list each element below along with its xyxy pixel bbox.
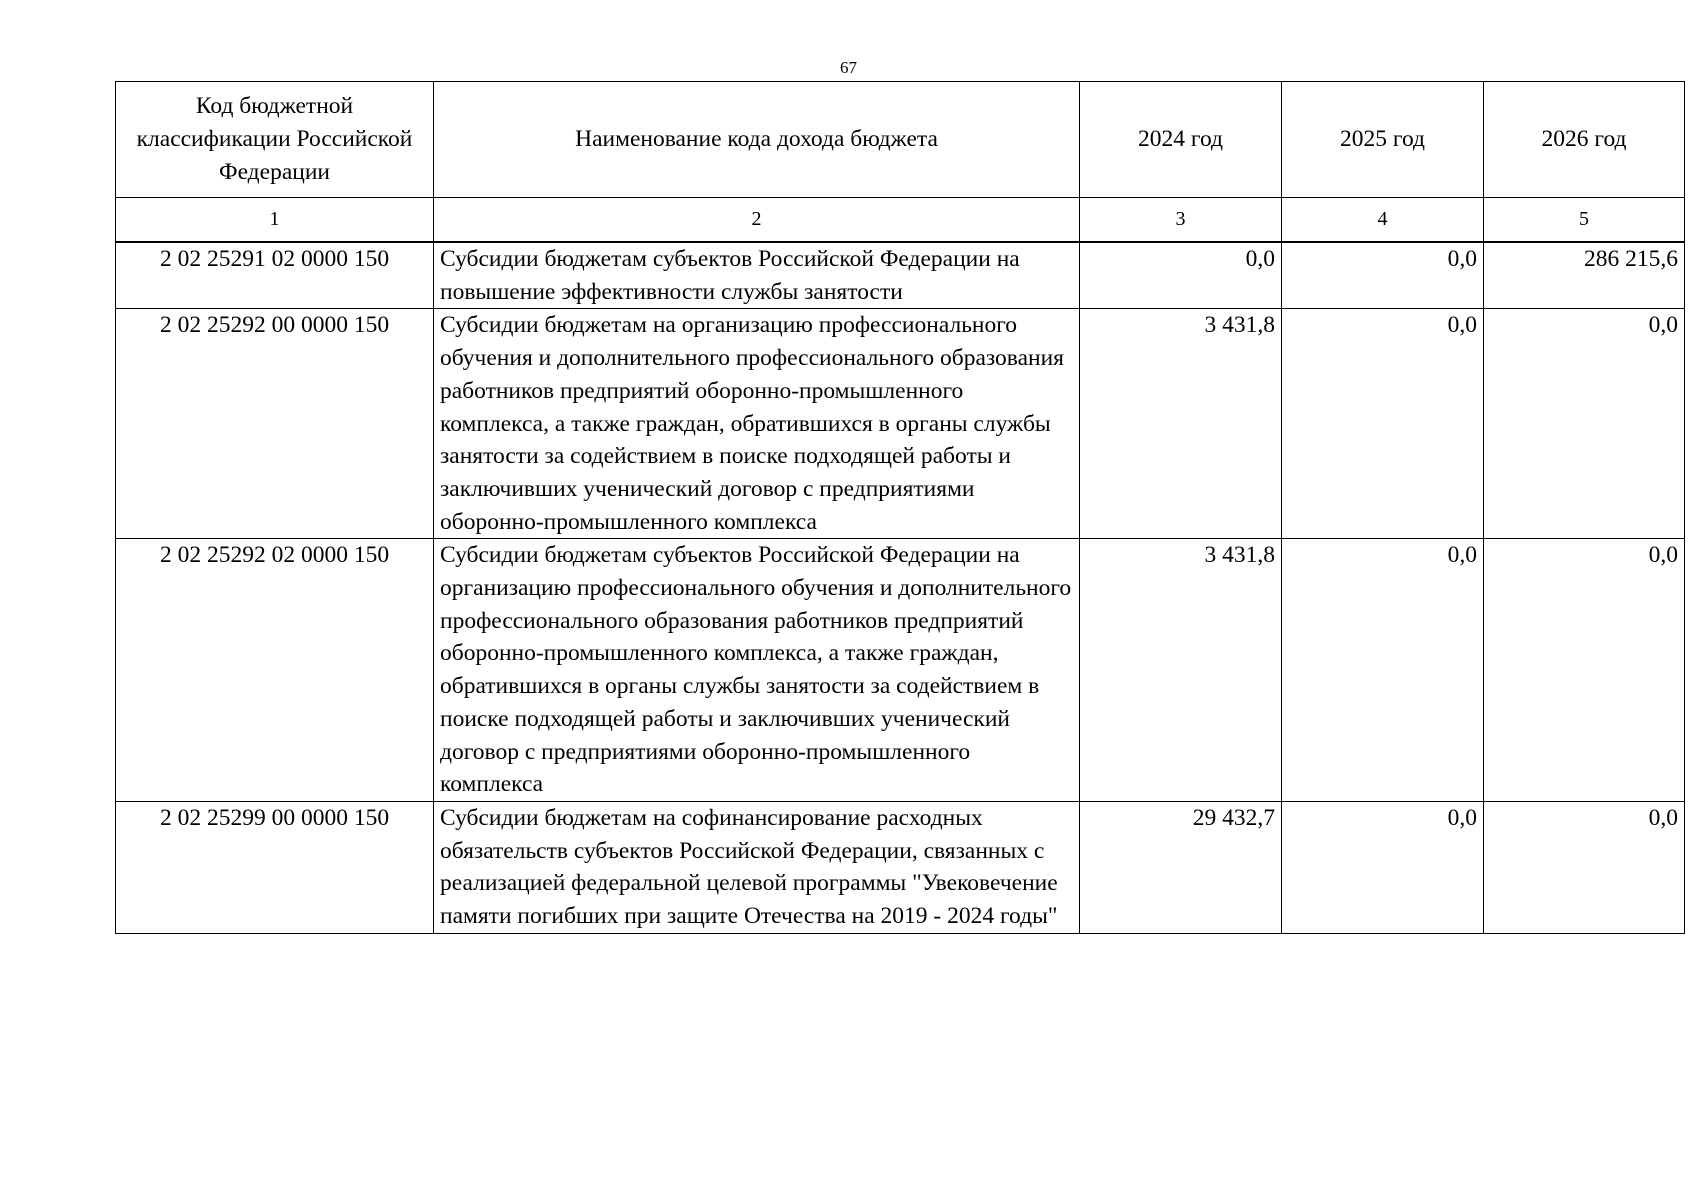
column-number: 5: [1484, 198, 1685, 243]
header-2025: 2025 год: [1282, 82, 1484, 198]
row-value-2025: 0,0: [1282, 801, 1484, 933]
header-2024: 2024 год: [1080, 82, 1282, 198]
row-value-2026: 0,0: [1484, 539, 1685, 802]
row-value-2026: 0,0: [1484, 801, 1685, 933]
table-row: [116, 801, 1685, 933]
row-value-2024: 3 431,8: [1080, 309, 1282, 539]
row-code: 2 02 25299 00 0000 150: [116, 801, 434, 933]
table-header-row: [116, 82, 1685, 198]
column-number: 1: [116, 198, 434, 243]
page-number: 67: [840, 58, 857, 77]
row-value-2024: 3 431,8: [1080, 539, 1282, 802]
row-value-2024: 0,0: [1080, 242, 1282, 309]
header-2026: 2026 год: [1484, 82, 1685, 198]
column-number: 2: [434, 198, 1080, 243]
column-number: 4: [1282, 198, 1484, 243]
row-value-2025: 0,0: [1282, 242, 1484, 309]
row-name: Субсидии бюджетам на организацию профессионального обучения и дополнительного профессионального образования работников предприятий оборонно-промышленного комплекса, а также граждан, обратившихся в органы службы занятости за содействием в поиске подходящей работы и заключивших ученический договор с предприятиями оборонно-промышленного комплекса: [434, 309, 1080, 539]
row-name: Субсидии бюджетам субъектов Российской Федерации на организацию профессионального обучения и дополнительного профессионального образования работников предприятий оборонно-промышленного комплекса, а также граждан, обратившихся в органы службы занятости за содействием в поиске подходящей работы и заключивших ученический договор с предприятиями оборонно-промышленного комплекса: [434, 539, 1080, 802]
row-code: 2 02 25292 02 0000 150: [116, 539, 434, 802]
row-value-2025: 0,0: [1282, 309, 1484, 539]
table-row: [116, 309, 1685, 539]
row-code: 2 02 25292 00 0000 150: [116, 309, 434, 539]
header-code: Код бюджетной классификации Российской Федерации: [116, 82, 434, 198]
budget-income-table: [115, 81, 1685, 934]
row-value-2026: 0,0: [1484, 309, 1685, 539]
row-value-2024: 29 432,7: [1080, 801, 1282, 933]
table-column-numbers-row: [116, 198, 1685, 243]
table-row: [116, 242, 1685, 309]
row-value-2026: 286 215,6: [1484, 242, 1685, 309]
column-number: 3: [1080, 198, 1282, 243]
header-name: Наименование кода дохода бюджета: [434, 82, 1080, 198]
row-name: Субсидии бюджетам субъектов Российской Федерации на повышение эффективности службы занятости: [434, 242, 1080, 309]
row-name: Субсидии бюджетам на софинансирование расходных обязательств субъектов Российской Федерации, связанных с реализацией федеральной целевой программы "Увековечение памяти погибших при защите Отечества на 2019 - 2024 годы": [434, 801, 1080, 933]
row-value-2025: 0,0: [1282, 539, 1484, 802]
table-row: [116, 539, 1685, 802]
row-code: 2 02 25291 02 0000 150: [116, 242, 434, 309]
